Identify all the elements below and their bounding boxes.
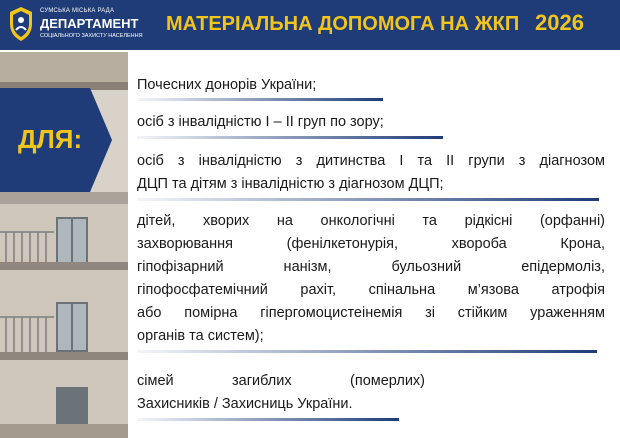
item-underline bbox=[137, 198, 599, 201]
list-item: Почесних донорів України; bbox=[137, 77, 317, 93]
item-underline bbox=[137, 98, 383, 101]
department-logo-icon bbox=[8, 6, 34, 42]
page-title-year: 2026 bbox=[535, 10, 584, 35]
header-bar bbox=[0, 0, 620, 50]
page-title: МАТЕРІАЛЬНА ДОПОМОГА НА ЖКП bbox=[166, 13, 520, 35]
list-item: дітей, хворих на онкологічні та рідкісні (орфанні) захворювання (фенілкетонурія, хвороба Крона, гіпофізарний нанізм, бульозний епідермоліз, гіпофосфатемічний рахіт, спінальна м’язова атрофія або помірна гіпергомоцистеінемія зі стійким ураженням органів та систем); bbox=[137, 213, 605, 344]
list-item: осіб з інвалідністю I – II груп по зору; bbox=[137, 114, 384, 130]
for-label: ДЛЯ: bbox=[18, 124, 83, 154]
list-item: осіб з інвалідністю з дитинства I та II групи з діагнозом ДЦП та дітям з інвалідністю з діагнозом ДЦП; bbox=[137, 153, 605, 192]
org-small-text: СУМСЬКА МІСЬКА РАДА bbox=[40, 8, 115, 14]
list-item: сімей загиблих (померлих) Захисників / Захисниць України. bbox=[137, 373, 425, 412]
item-underline bbox=[137, 350, 597, 353]
item-underline bbox=[137, 418, 399, 421]
org-subtitle: СОЦІАЛЬНОГО ЗАХИСТУ НАСЕЛЕННЯ bbox=[40, 33, 143, 39]
item-underline bbox=[137, 136, 443, 139]
org-name: ДЕПАРТАМЕНТ bbox=[40, 16, 139, 31]
